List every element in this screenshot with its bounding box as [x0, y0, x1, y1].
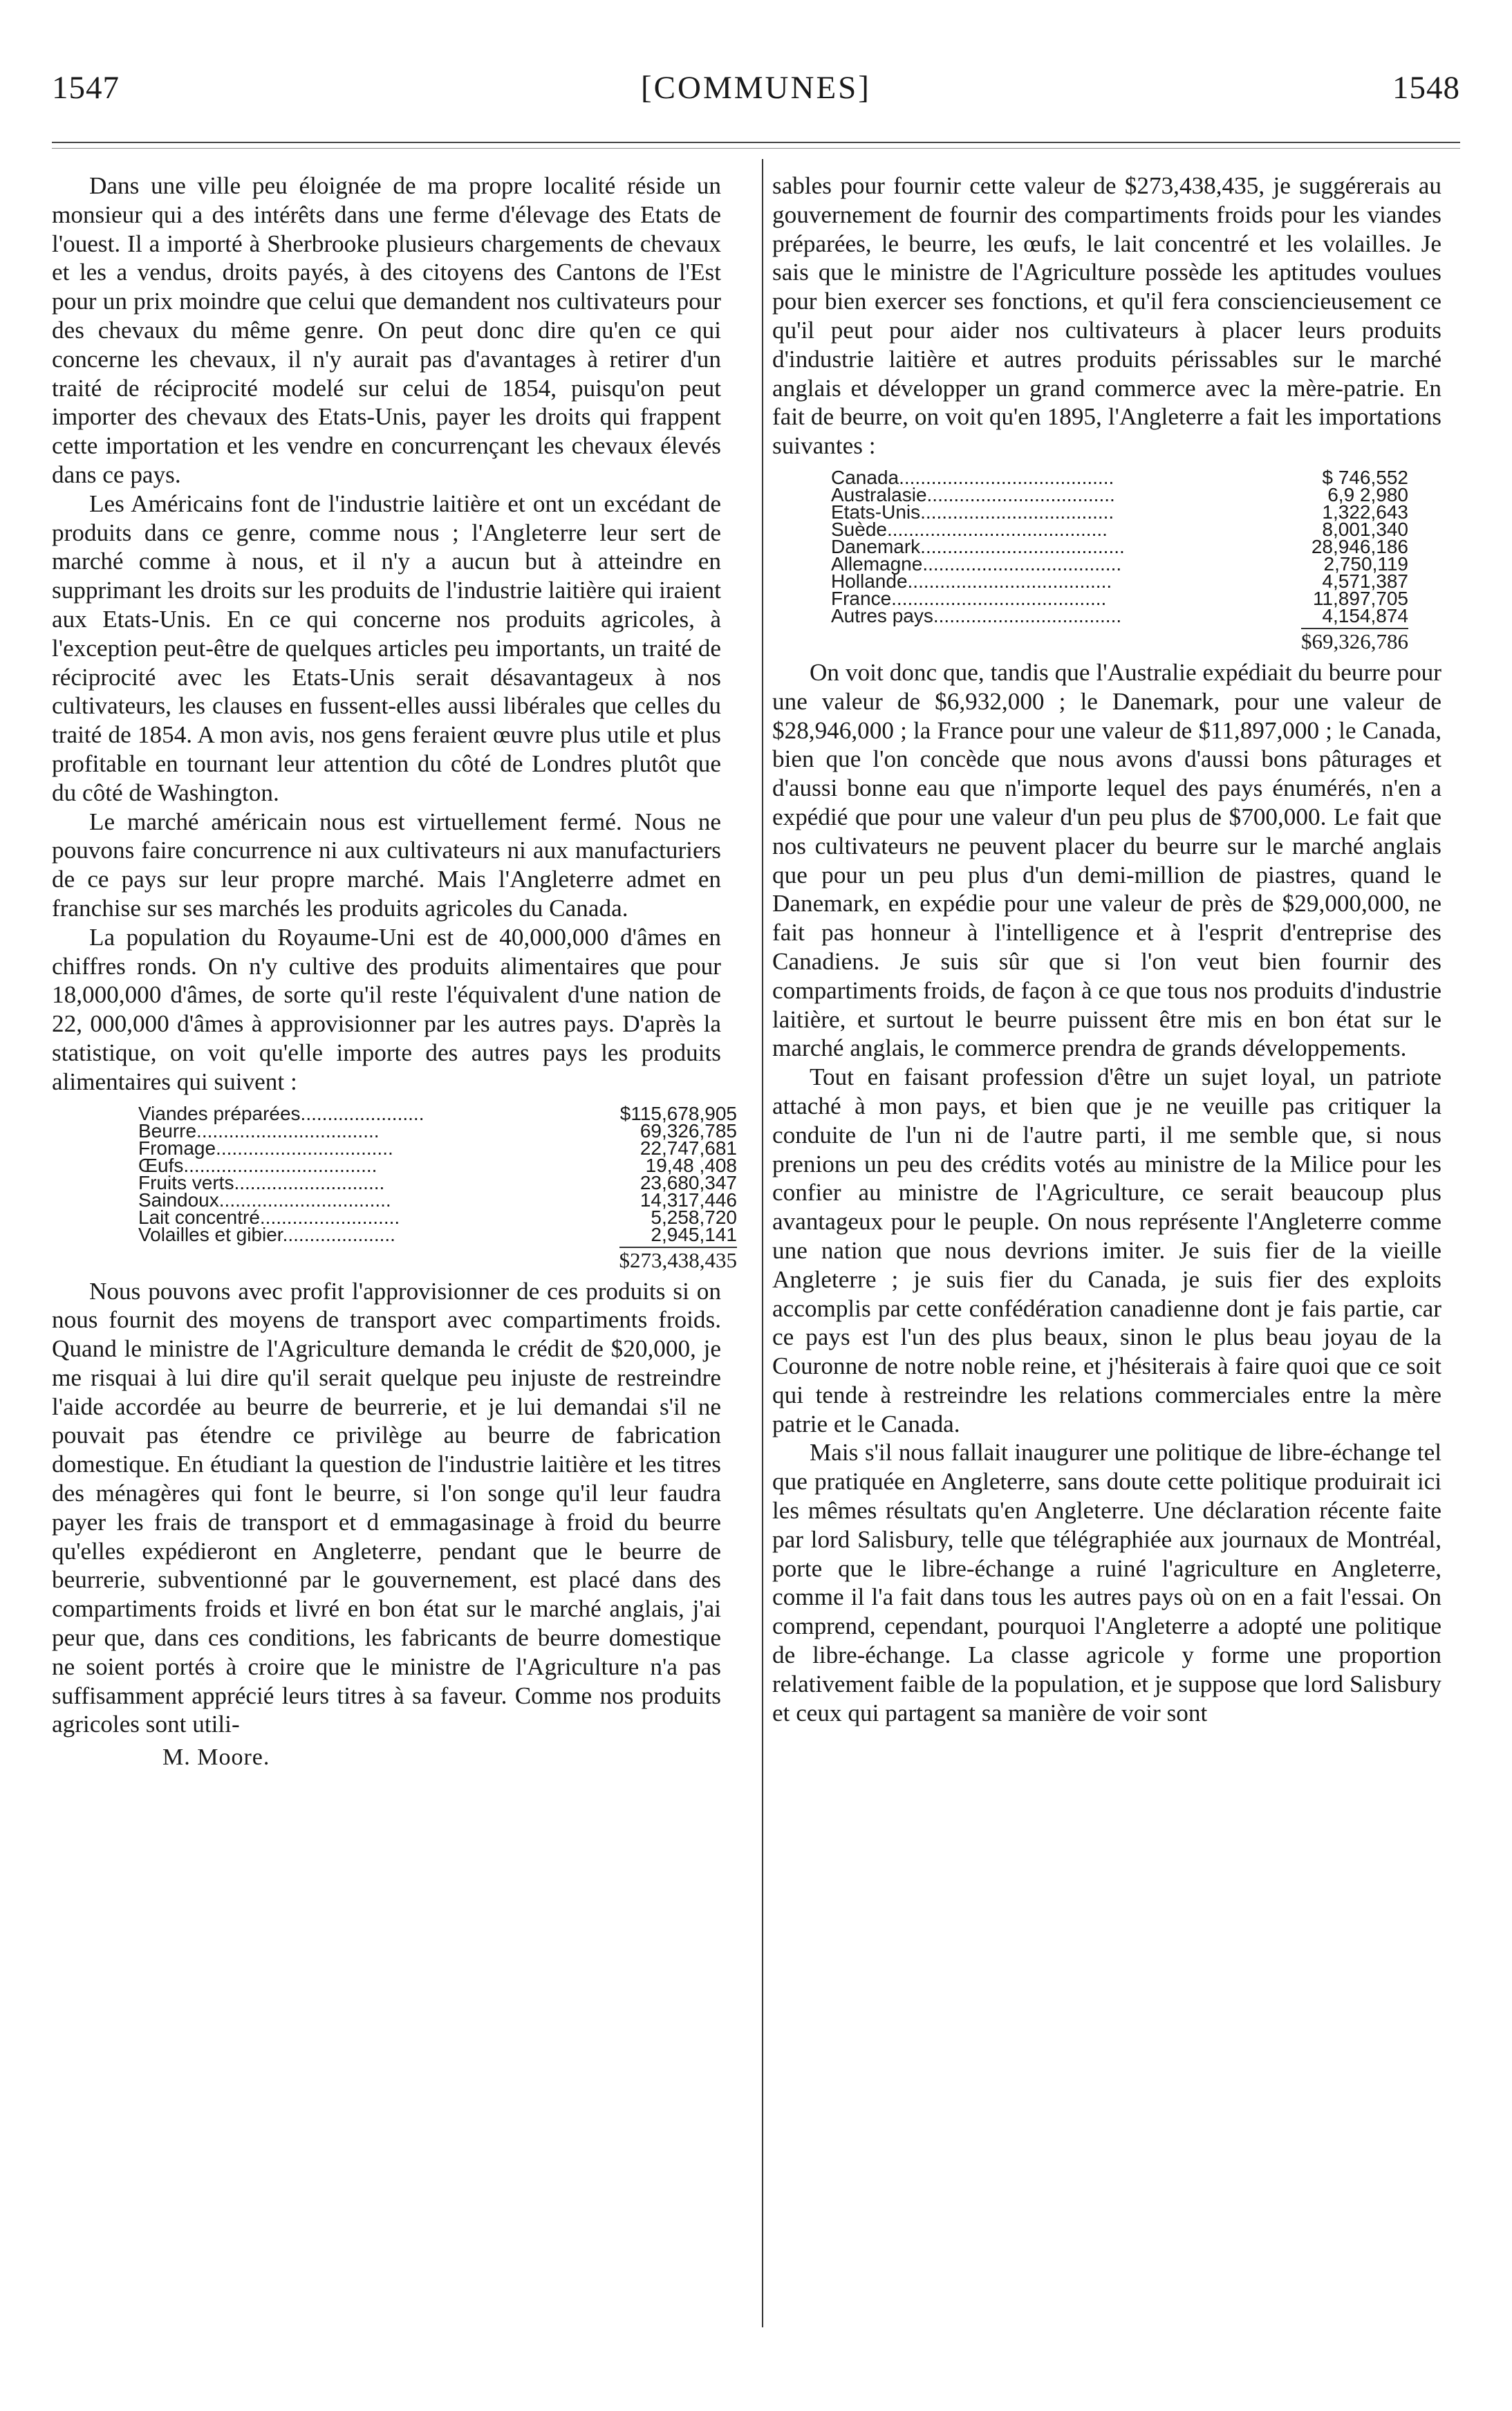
leader-dots: ..........................	[259, 1206, 400, 1228]
header-rule-thin	[52, 148, 1460, 149]
running-title: [COMMUNES]	[641, 70, 871, 106]
row-value: 4,154,874	[1322, 604, 1408, 626]
leader-dots: ......................................	[907, 570, 1112, 592]
page-number-right: 1548	[1392, 70, 1460, 106]
paragraph: sables pour fournir cette valeur de $273,438,435, je suggérerais au gouvernement de fournir des compartiments froids pour les viandes préparées, le beurre, les œufs, le lait concentré et les volailles. Je sais que le ministre de l'Agriculture possède les aptitudes voulues pour bien exercer ses fonctions, et qu'il fera consciencieusement ce qu'il peut pour aider nos cultivateurs à placer leurs produits d'industrie laitière et autres produits périssables sur le marché anglais et développer un grand commerce avec la mère-patrie. En fait de beurre, on voit qu'en 1895, l'Angleterre a fait les importations suivantes :	[772, 172, 1441, 460]
row-value: 1,322,643	[1322, 501, 1408, 523]
leader-dots: ................................	[218, 1189, 391, 1211]
row-label: Hollande	[831, 570, 908, 592]
row-label: Fromage	[138, 1137, 216, 1159]
left-column	[52, 171, 737, 1772]
paragraph: Les Américains font de l'industrie laitière et ont un excédant de produits dans ce genre, comme nous ; l'Angleterre leur sert de marché comme à nous, et il n'y a aucun but à atteindre en supprimant les droits sur les produits de l'industrie laitière qui iraient aux Etats-Unis. En ce qui concerne nos produits agricoles, à l'exception peut-être de quelques articles peu importants, un traité de réciprocité avec les Etats-Unis serait désavantageux à nos cultivateurs, les clauses en fussent-elles aussi libérales que celles du traité de 1854. A mon avis, nos gens feraient œuvre plus utile et plus profitable en tournant leur attention du côté de Londres plutôt que du côté de Washington.	[52, 490, 721, 806]
row-value: 11,897,705	[1312, 587, 1408, 609]
row-label: Beurre	[138, 1119, 197, 1142]
row-label: Danemark	[831, 535, 921, 557]
row-value: 2,945,141	[651, 1223, 737, 1245]
paragraph: Tout en faisant profession d'être un sujet loyal, un patriote attaché à mon pays, et bien que je ne veuille pas critiquer la conduite de l'un ni de l'autre parti, il me semble que, si nous prenions un peu des crédits votés au ministre de la Milice pour les confier au ministre de l'Agriculture, ce serait beaucoup plus avantageux pour le peuple. On nous représente l'Angleterre comme une nation que nous devrions imiter. Je suis fier de la vieille Angleterre ; je suis fier du Canada, je suis fier des exploits accomplis par cette confédération canadienne dont je fais partie, car ce pays est l'un des plus beaux, sinon le plus beau joyau de la Couronne de notre noble reine, et j'hésiterais à faire quoi que ce soit qui tende à restreindre les relations commerciales entre la mère patrie et le Canada.	[772, 1063, 1441, 1437]
leader-dots: ........................................	[899, 466, 1114, 488]
leader-dots: ........................................	[891, 587, 1107, 609]
row-value: 8,001,340	[1322, 518, 1408, 540]
row-label: Fruits verts	[138, 1171, 234, 1193]
leader-dots: .....................................	[922, 552, 1122, 575]
leader-dots: ...................................	[933, 604, 1122, 626]
row-value: 6,9 2,980	[1327, 483, 1408, 505]
table-total: $69,326,786	[1301, 629, 1408, 653]
leader-dots: ....................................	[183, 1154, 377, 1176]
paragraph: Nous pouvons avec profit l'approvisionner de ces produits si on nous fournit des moyens de transport avec compartiments froids. Quand le ministre de l'Agriculture demanda le crédit de $20,000, je me risquai à lui dire qu'il serait quelque peu injuste de restreindre l'aide accordée au beurre de beurrerie, et je lui demandai s'il ne pouvait pas étendre ce privilège au beurre de fabrication domestique. En étudiant la question de l'industrie laitière et les titres des ménagères qui font le beurre, si l'on songe qu'il leur faudra payer les frais de transport et d emmagasinage à froid du beurre qu'elles expédieront en Angleterre, pendant que le beurre de beurrerie, subventionné par le gouvernement, est placé dans des compartiments froids et livré en bon état sur le marché anglais, j'ai peur que, dans ces conditions, les fabricants de beurre domestique ne soient portés à croire que le ministre de l'Agriculture n'a pas suffisamment apprécié leurs titres à sa faveur. Comme nos produits agricoles sont utili-	[52, 1277, 721, 1738]
row-value: 19,48 ,408	[645, 1154, 737, 1176]
row-label: Volailles et gibier	[138, 1223, 283, 1245]
header-rule	[52, 142, 1460, 143]
leader-dots: ............................	[234, 1171, 385, 1193]
leader-dots: ....................................	[920, 501, 1114, 523]
row-label: Lait concentré	[138, 1206, 260, 1228]
row-value: 2,750,119	[1323, 552, 1408, 575]
leader-dots: .........................................	[886, 518, 1108, 540]
butter-imports-table	[831, 466, 1408, 653]
row-label: Canada	[831, 466, 899, 488]
row-label: Allemagne	[831, 552, 923, 575]
row-value: 28,946,186	[1311, 535, 1408, 557]
row-label: Saindoux	[138, 1189, 219, 1211]
column-divider	[762, 159, 763, 2327]
speaker-signature: M. Moore.	[162, 1744, 270, 1771]
row-value: 4,571,387	[1322, 570, 1408, 592]
paragraph: Le marché américain nous est virtuellement fermé. Nous ne pouvons faire concurrence ni aux cultivateurs ni aux manufacturiers de ce pays sur leur propre marché. Mais l'Angleterre admet en franchise sur ses marchés les produits agricoles du Canada.	[52, 808, 721, 922]
row-value: 23,680,347	[640, 1171, 737, 1193]
row-value: 69,326,785	[640, 1119, 737, 1142]
leader-dots: .......................	[300, 1102, 424, 1124]
row-label: Suède	[831, 518, 887, 540]
row-label: Etats-Unis	[831, 501, 921, 523]
row-value: $ 746,552	[1322, 466, 1408, 488]
right-column	[772, 171, 1441, 1727]
leader-dots: ..................................	[196, 1119, 380, 1142]
page-number-left: 1547	[52, 70, 120, 106]
paragraph: Dans une ville peu éloignée de ma propre localité réside un monsieur qui a des intérêts dans une ferme d'élevage des Etats de l'ouest. Il a importé à Sherbrooke plusieurs chargements de chevaux et les a vendus, droits payés, à des citoyens des Cantons de l'Est pour un prix moindre que celui que demandent nos cultivateurs pour des chevaux du même genre. On peut donc dire qu'en ce qui concerne les chevaux, il n'y aurait pas d'avantages à retirer d'un traité de réciprocité modelé sur celui de 1854, puisqu'on peut importer des chevaux des Etats-Unis, payer les droits qui frappent cette importation et les vendre en concurrençant les chevaux élevés dans ce pays.	[52, 172, 721, 488]
row-value: 5,258,720	[651, 1206, 737, 1228]
leader-dots: ......................................	[920, 535, 1125, 557]
table-row	[138, 1226, 737, 1243]
leader-dots: ...................................	[926, 483, 1115, 505]
food-imports-table	[138, 1102, 737, 1272]
leader-dots: .....................	[282, 1223, 395, 1245]
paragraph: Mais s'il nous fallait inaugurer une politique de libre-échange tel que pratiquée en Angleterre, sans doute cette politique produirait ici les mêmes résultats qu'en Angleterre. Une déclaration récente faite par lord Salisbury, telle que télégraphiée aux journaux de Montréal, porte que le libre-échange a ruiné l'agriculture en Angleterre, comme il l'a fait dans tous les autres pays où on en a fait l'essai. On comprend, cependant, pourquoi l'Angleterre a adopté une politique de libre-échange. La classe agricole y forme une proportion relativement faible de la population, et je suppose que lord Salisbury et ceux qui partagent sa manière de voir sont	[772, 1439, 1441, 1726]
leader-dots: .................................	[216, 1137, 393, 1159]
table-row	[831, 607, 1408, 624]
row-label: Viandes préparées	[138, 1102, 301, 1124]
row-value: $115,678,905	[619, 1102, 737, 1124]
table-total: $273,438,435	[619, 1247, 737, 1272]
row-label: Œufs	[138, 1154, 184, 1176]
paragraph: La population du Royaume-Uni est de 40,000,000 d'âmes en chiffres ronds. On n'y cultive des produits alimentaires que pour 18,000,000 d'âmes, de sorte qu'il reste l'équivalent d'une nation de 22, 000,000 d'âmes à approvisionner par les autres pays. D'après la statistique, on voit qu'elle importe des autres pays les produits alimentaires qui suivent :	[52, 923, 721, 1095]
row-label: Australasie	[831, 483, 927, 505]
paragraph: On voit donc que, tandis que l'Australie expédiait du beurre pour une valeur de $6,932,000 ; le Danemark, pour une valeur de $28,946,000 ; la France pour une valeur de $11,897,000 ; le Canada, bien que l'on concède que nous avons d'aussi bons pâturages et d'aussi bonne eau que n'importe lequel des pays énumérés, n'en a expédié que pour une valeur d'un peu plus de $700,000. Le fait que nos cultivateurs ne peuvent placer du beurre sur le marché anglais que pour un peu plus d'un demi-million de piastres, quand le Danemark, en expédie pour une valeur de près de $29,000,000, ne fait pas honneur à l'intelligence et à l'esprit d'entreprise des Canadiens. Je suis sûr que si l'on veut bien fournir des compartiments froids, de façon à ce que tous nos produits d'industrie laitière, et surtout le beurre puissent être mis en bon état sur le marché anglais, le commerce prendra de grands développements.	[772, 658, 1441, 1062]
row-label: Autres pays	[831, 604, 933, 626]
row-label: France	[831, 587, 892, 609]
row-value: 14,317,446	[640, 1189, 737, 1211]
row-value: 22,747,681	[640, 1137, 737, 1159]
